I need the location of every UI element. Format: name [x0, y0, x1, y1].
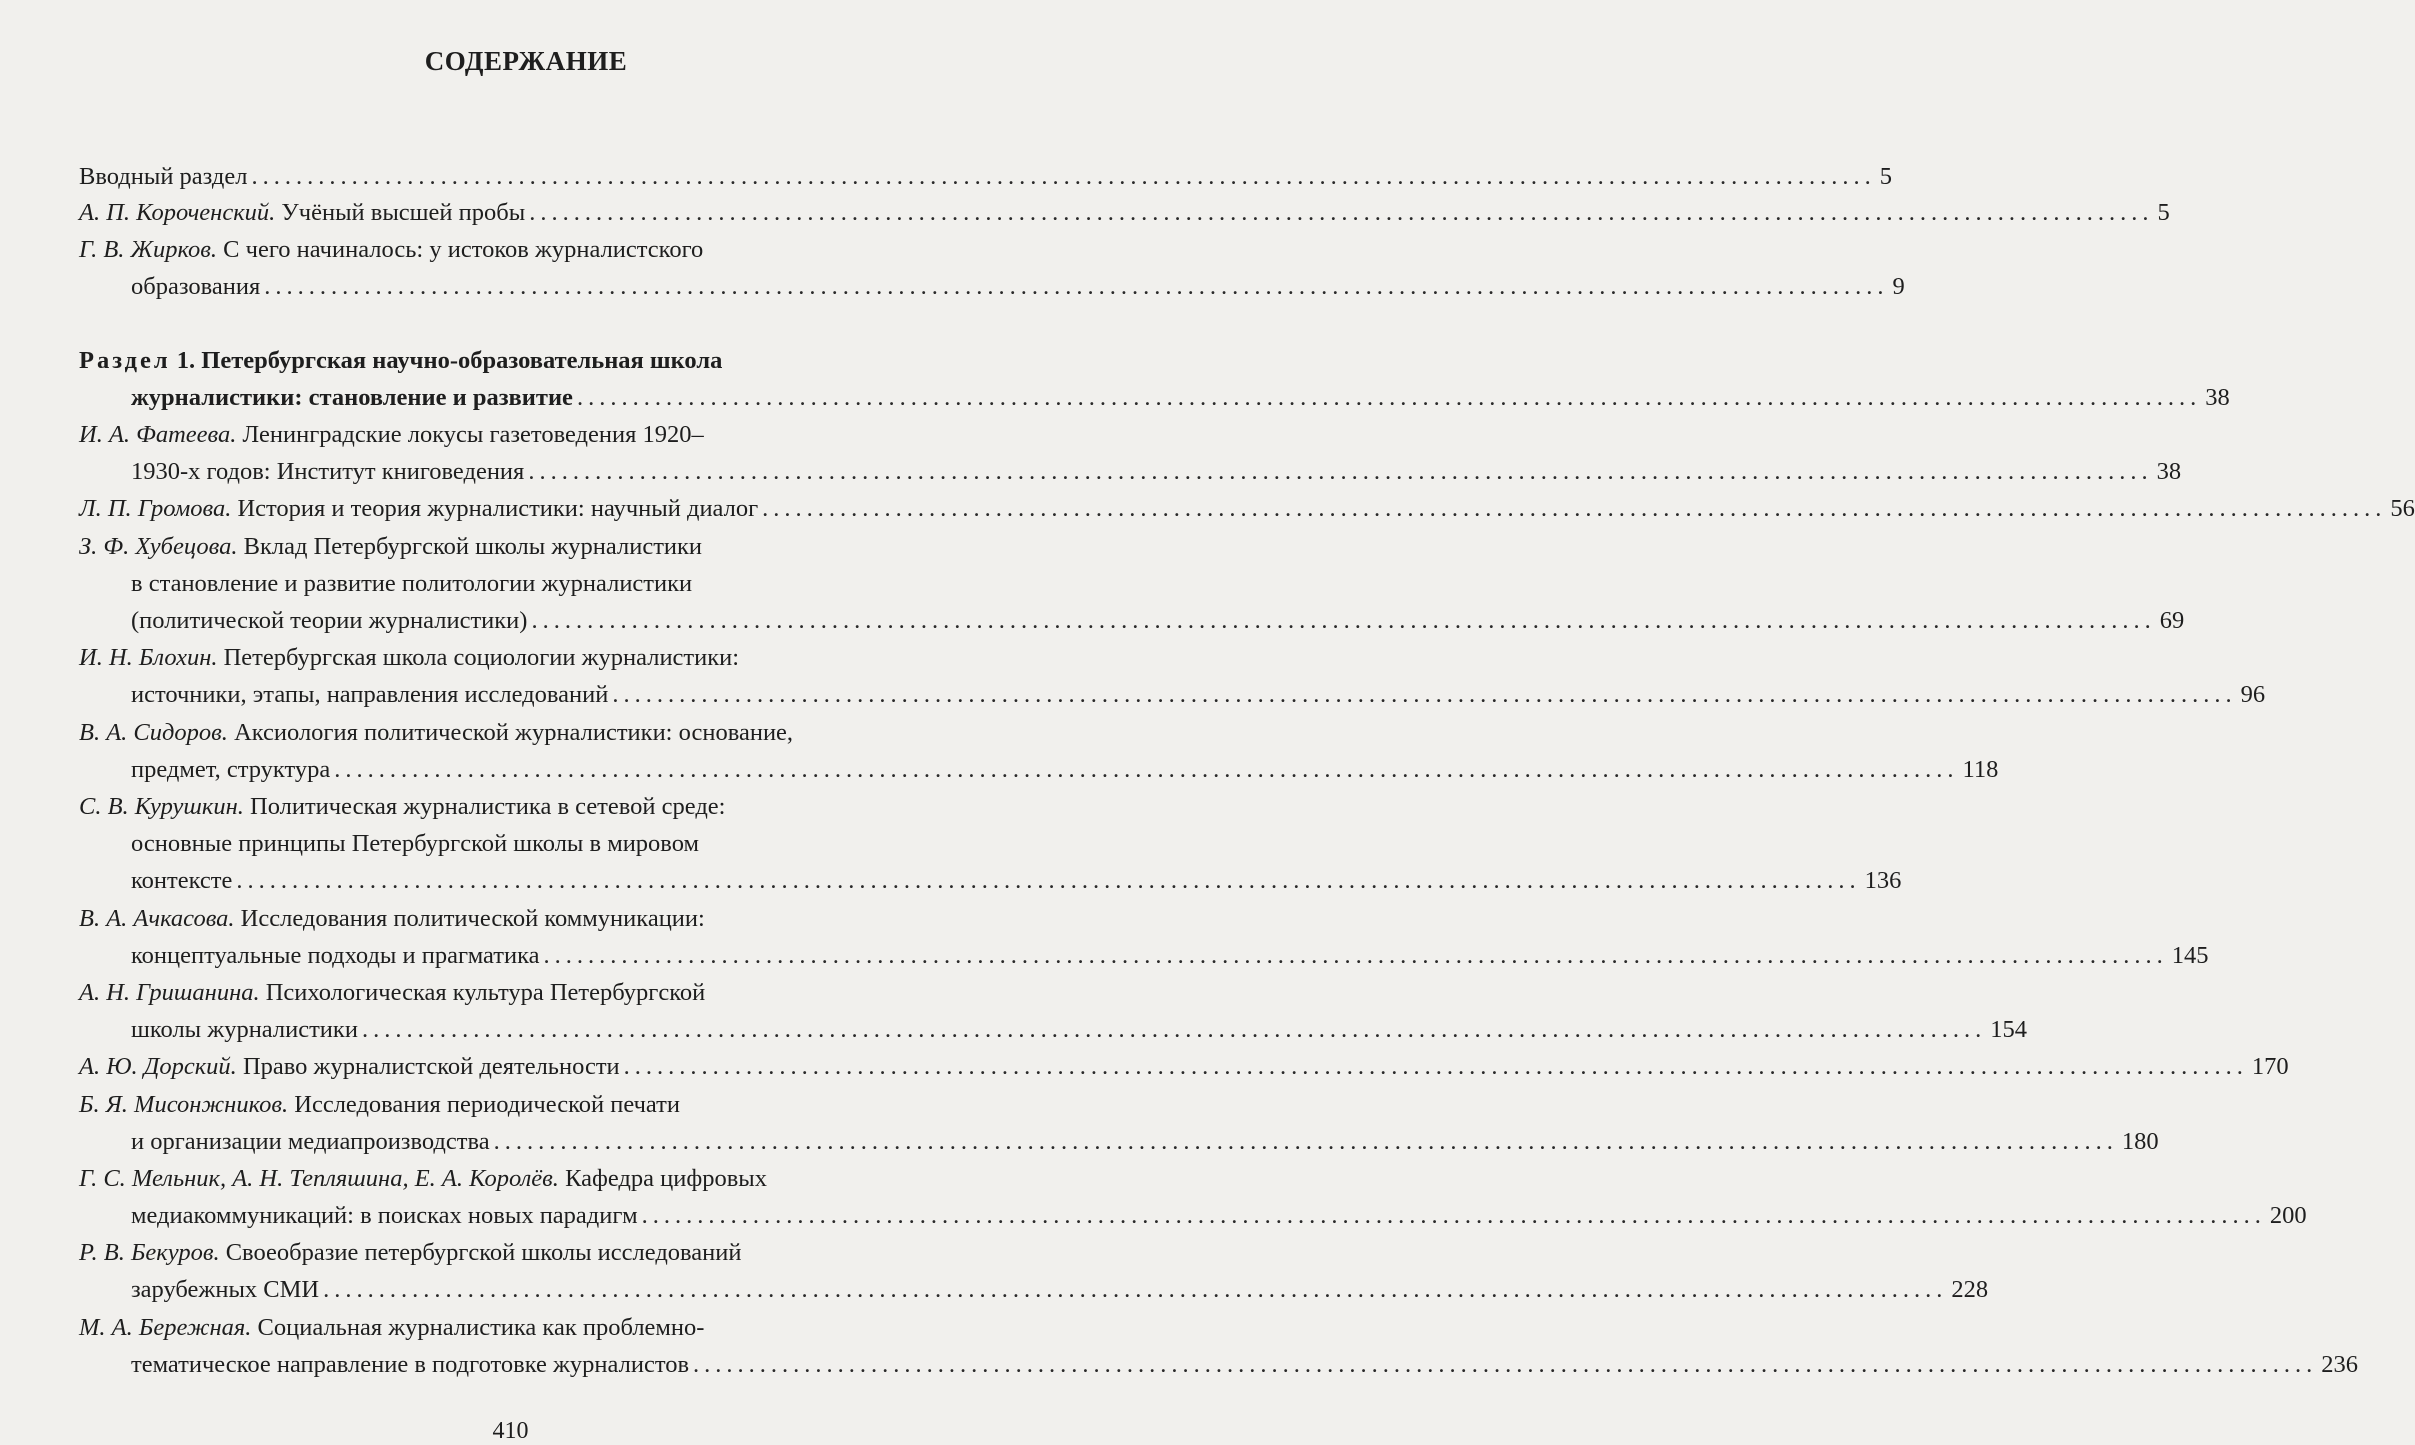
entry-title: Право журналистской деятельности [242, 1053, 620, 1080]
section-heading-1-cont[interactable] [131, 383, 2230, 413]
entry-title-cont: образования [131, 273, 261, 300]
entry-title: История и теория журналистики: научный диалог [237, 495, 759, 522]
entry-author: С. В. Курушкин. [79, 793, 244, 820]
entry-title-cont: медиакоммуникаций: в поисках новых парадигм [131, 1202, 638, 1229]
entry-title: С чего начиналось: у истоков журналистского [223, 236, 704, 263]
toc-entry-sidorov-cont[interactable] [131, 755, 1999, 785]
entry-title-cont: и организации медиапроизводства [131, 1128, 490, 1155]
page-ref: 136 [1864, 867, 1902, 894]
dot-leader: .................................................................................................................................................. [264, 273, 1889, 300]
toc-entry-kurushkin-cont[interactable] [131, 829, 935, 859]
dot-leader: .................................................................................................................................................. [641, 1202, 2266, 1229]
page-ref: 170 [2251, 1053, 2289, 1080]
page-ref: 69 [2159, 607, 2185, 634]
dot-leader: .................................................................................................................................................. [612, 681, 2237, 708]
page-ref: 96 [2240, 681, 2266, 708]
dot-leader: .................................................................................................................................................. [762, 495, 2387, 522]
entry-title-cont: в становление и развитие политологии журналистики [131, 570, 693, 597]
entry-title: Политическая журналистика в сетевой среде: [250, 793, 726, 820]
dot-leader: .................................................................................................................................................. [251, 163, 1876, 190]
page-ref: 56 [2390, 495, 2415, 522]
toc-entry-berezhnaya[interactable] [79, 1313, 935, 1343]
page-ref: 154 [1990, 1016, 2027, 1043]
toc-entry-introduction[interactable] [79, 162, 1892, 192]
page-ref: 5 [1879, 163, 1892, 190]
entry-author: М. А. Бережная. [79, 1314, 252, 1341]
entry-title: Вклад Петербургской школы журналистики [243, 533, 703, 560]
toc-entry-sidorov[interactable] [79, 718, 935, 748]
entry-title: Социальная журналистика как проблемно- [257, 1314, 705, 1341]
section-heading-1[interactable] [79, 346, 935, 376]
toc-entry-bekurov[interactable] [79, 1238, 935, 1268]
toc-entry-achkasova-cont[interactable] [131, 941, 2209, 971]
dot-leader: .................................................................................................................................................. [623, 1053, 2248, 1080]
entry-title-cont: (политической теории журналистики) [131, 607, 528, 634]
toc-entry-misonzhnikov[interactable] [79, 1090, 935, 1120]
toc-entry-blokhin[interactable] [79, 643, 935, 673]
entry-title: Психологическая культура Петербургской [265, 979, 706, 1006]
entry-title-cont: 1930-х годов: Институт книговедения [131, 458, 525, 485]
toc-entry-gromova[interactable] [79, 494, 2415, 524]
toc-entry-khubetsova-cont2[interactable] [131, 606, 2185, 636]
toc-entry-kurushkin-cont2[interactable] [131, 866, 1902, 896]
toc-entry-khubetsova-cont[interactable] [131, 569, 935, 599]
page-ref: 118 [1962, 756, 1999, 783]
dot-leader: .................................................................................................................................................. [528, 458, 2153, 485]
section-word: Раздел [79, 347, 171, 374]
dot-leader: .................................................................................................................................................. [693, 1351, 2318, 1378]
entry-title-cont: концептуальные подходы и прагматика [131, 942, 540, 969]
entry-author: Б. Я. Мисонжников. [79, 1091, 289, 1118]
toc-entry-misonzhnikov-cont[interactable] [131, 1127, 2159, 1157]
toc-entry-zhirkov[interactable] [79, 235, 935, 265]
toc-entry-grishanina-cont[interactable] [131, 1015, 2027, 1045]
entry-author: Г. С. Мельник, А. Н. Тепляшина, Е. А. Королёв. [79, 1165, 559, 1192]
page-number: 410 [492, 1418, 529, 1444]
entry-title: Кафедра цифровых [565, 1165, 767, 1192]
dot-leader: .................................................................................................................................................. [531, 607, 2156, 634]
toc-entry-berezhnaya-cont[interactable] [131, 1350, 2359, 1380]
dot-leader: .................................................................................................................................................. [361, 1016, 1987, 1043]
toc-entry-achkasova[interactable] [79, 904, 935, 934]
entry-title: Учёный высшей пробы [281, 199, 526, 226]
page-ref: 38 [2156, 458, 2182, 485]
entry-title-cont: тематическое направление в подготовке журналистов [131, 1351, 690, 1378]
dot-leader: .................................................................................................................................................. [493, 1128, 2118, 1155]
entry-author: Г. В. Жирков. [79, 236, 218, 263]
entry-title-cont: зарубежных СМИ [131, 1276, 320, 1303]
toc-entry-grishanina[interactable] [79, 978, 935, 1008]
entry-title-cont: основные принципы Петербургской школы в мировом [131, 830, 699, 857]
toc-entry-korochensky[interactable] [79, 198, 2170, 228]
entry-title: Ленинградские локусы газетоведения 1920– [242, 421, 704, 448]
toc-entry-zhirkov-cont[interactable] [131, 272, 1905, 302]
entry-author: В. А. Сидоров. [79, 719, 228, 746]
toc-entry-fateeva-cont[interactable] [131, 457, 2182, 487]
entry-author: И. Н. Блохин. [79, 644, 218, 671]
toc-entry-dorsky[interactable] [79, 1052, 2289, 1082]
entry-title: Своеобразие петербургской школы исследований [225, 1239, 742, 1266]
entry-title-cont: контексте [131, 867, 233, 894]
page-ref: 9 [1892, 273, 1905, 300]
dot-leader: .................................................................................................................................................. [323, 1276, 1948, 1303]
entry-author: А. П. Короченский. [79, 199, 276, 226]
toc-entry-melnik[interactable] [79, 1164, 935, 1194]
dot-leader: .................................................................................................................................................. [236, 867, 1861, 894]
entry-title: Петербургская школа социологии журналистики: [223, 644, 740, 671]
section-title: 1. Петербургская научно-образовательная школа [176, 347, 723, 374]
entry-title: Аксиология политической журналистики: основание, [234, 719, 794, 746]
page-title: СОДЕРЖАНИЕ [424, 46, 628, 76]
dot-leader: .................................................................................................................................................. [576, 384, 2202, 411]
toc-entry-khubetsova[interactable] [79, 532, 935, 562]
entry-author: А. Ю. Дорский. [79, 1053, 237, 1080]
entry-author: З. Ф. Хубецова. [79, 533, 238, 560]
toc-entry-melnik-cont[interactable] [131, 1201, 2307, 1231]
toc-entry-fateeva[interactable] [79, 420, 935, 450]
section-title-cont: журналистики: становление и развитие [131, 384, 573, 411]
page-ref: 180 [2121, 1128, 2159, 1155]
page-ref: 236 [2321, 1351, 2359, 1378]
entry-title-cont: школы журналистики [131, 1016, 358, 1043]
toc-entry-kurushkin[interactable] [79, 792, 935, 822]
entry-author: Р. В. Бекуров. [79, 1239, 220, 1266]
entry-title-cont: предмет, структура [131, 756, 331, 783]
toc-entry-blokhin-cont[interactable] [131, 680, 2266, 710]
entry-author: В. А. Ачкасова. [79, 905, 235, 932]
dot-leader: .................................................................................................................................................. [334, 756, 1959, 783]
entry-title-cont: источники, этапы, направления исследований [131, 681, 609, 708]
page-ref: 38 [2205, 384, 2230, 411]
dot-leader: .................................................................................................................................................. [529, 199, 2154, 226]
entry-author: И. А. Фатеева. [79, 421, 237, 448]
entry-title: Вводный раздел [79, 163, 248, 190]
page-ref: 200 [2269, 1202, 2307, 1229]
entry-author: А. Н. Гришанина. [79, 979, 260, 1006]
page-ref: 5 [2157, 199, 2170, 226]
toc-entry-bekurov-cont[interactable] [131, 1275, 1989, 1305]
dot-leader: .................................................................................................................................................. [543, 942, 2168, 969]
entry-title: Исследования периодической печати [294, 1091, 680, 1118]
page-ref: 228 [1951, 1276, 1989, 1303]
page-ref: 145 [2171, 942, 2209, 969]
entry-title: Исследования политической коммуникации: [240, 905, 705, 932]
entry-author: Л. П. Громова. [79, 495, 232, 522]
